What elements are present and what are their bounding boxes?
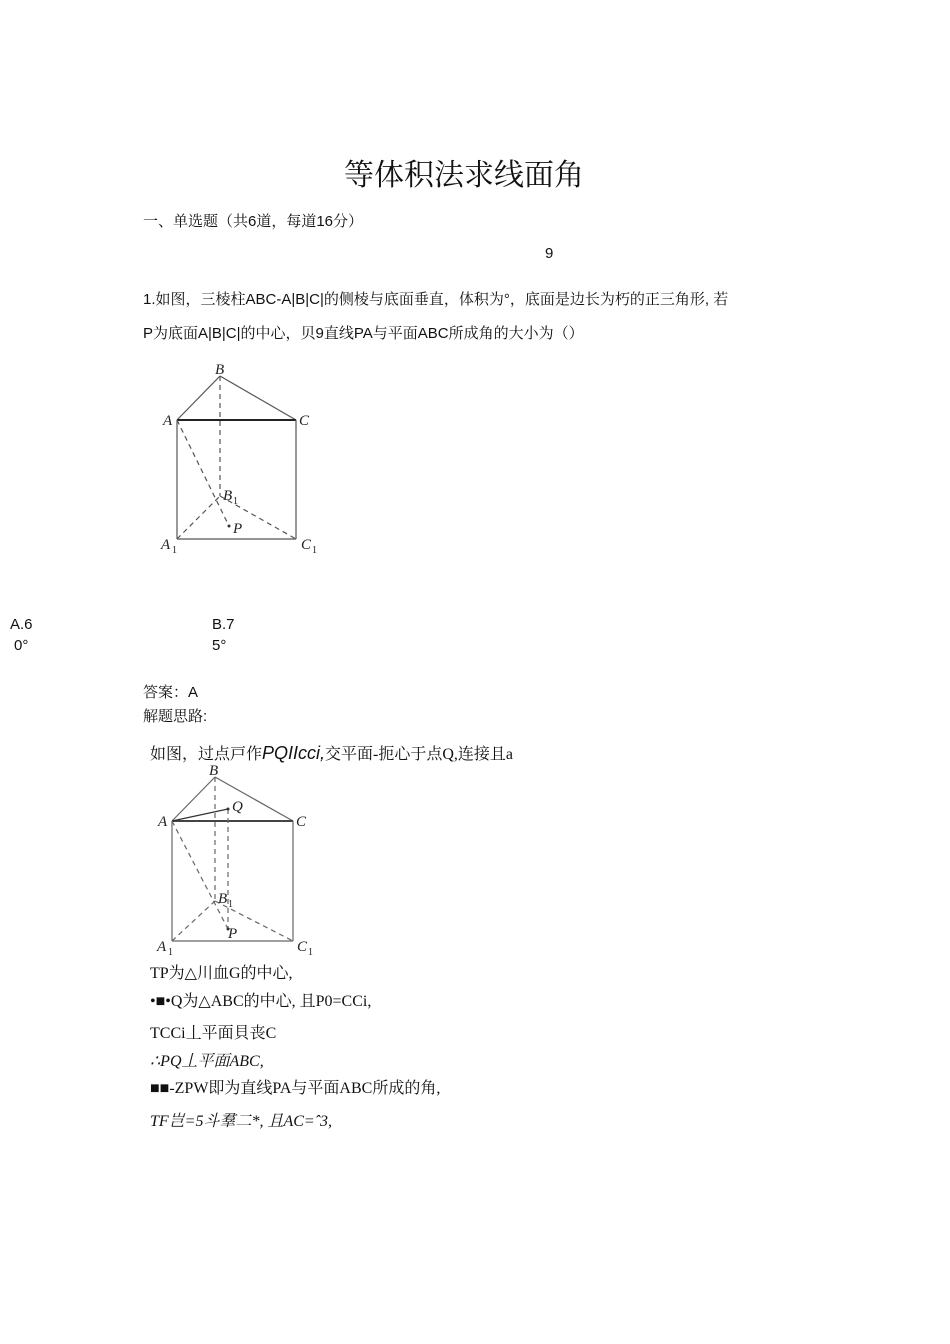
label-C: C [299,413,310,429]
option-b-part2: 5° [212,637,227,654]
analysis-label: 解题思路: [143,708,208,725]
page-title: 等体积法求线面角 [344,158,584,193]
fraction-numerator: 9 [545,245,554,262]
step-2: •■•Q为△ABC的中心, 且P0=CCi, [150,993,372,1010]
question-line-1: 1.如图，三棱柱ABC-A|B|C|的侧棱与底面垂直，体积为°，底面是边长为朽的正三角形, 若 [143,291,729,308]
option-a-part1: A.6 [10,616,33,633]
question-line-2: P为底面A|B|C|的中心，贝9直线PA与平面ABC所成角的大小为（） [143,325,584,342]
label-B1-sub: 1 [228,899,233,910]
label-C1-sub: 1 [308,947,313,958]
solution-intro-b: PQIIcci, [262,743,326,763]
label-C1: C [301,537,312,553]
step-6: TF岂=5斗羣二*, 且AC=ˆ3, [150,1113,333,1130]
label-B1: B [218,891,228,907]
option-b-part1: B.7 [212,616,235,633]
option-a-part2: 0° [14,637,29,654]
prism-figure-1 [155,358,335,563]
step-3: TCCi丄平面貝丧C [150,1025,277,1042]
label-P: P [233,521,243,537]
label-P: P [228,926,238,942]
step-4: ∴PQ丄平面ABC, [150,1053,264,1070]
label-C1: C [297,939,308,955]
solution-intro-c: 交平面-扼心于点Q,连接且a [325,746,514,763]
label-A: A [163,413,173,429]
step-5: ■■-ZPW即为直线PA与平面ABC所成的角, [150,1080,441,1097]
step-1: TP为△川血G的中心, [150,965,293,982]
section-heading: 一、单选题（共6道，每道16分） [143,213,364,230]
prism-figure-2 [150,763,330,963]
answer: 答案：A [143,684,199,701]
label-C: C [296,814,307,830]
label-B: B [215,362,225,378]
solution-intro [150,741,513,764]
label-C1-sub: 1 [312,545,317,556]
label-A1-sub: 1 [168,947,173,958]
label-A: A [158,814,168,830]
label-Q: Q [232,799,243,815]
solution-intro-a: 如图，过点戸作 [150,746,263,763]
label-A1: A [161,537,171,553]
label-B1-sub: 1 [233,496,238,507]
label-B: B [209,763,219,779]
label-B1: B [223,488,233,504]
label-A1-sub: 1 [172,545,177,556]
label-A1: A [157,939,167,955]
